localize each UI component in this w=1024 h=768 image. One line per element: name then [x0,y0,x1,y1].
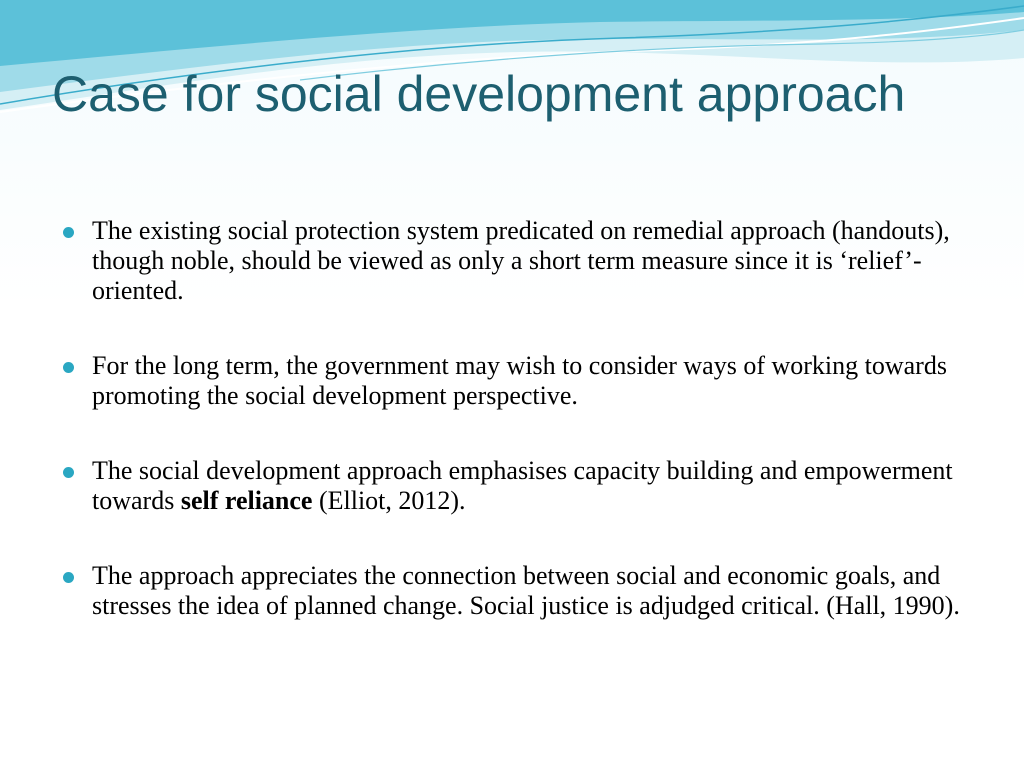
bullet-dot-icon [63,572,74,583]
bullet-dot-icon [63,227,74,238]
bullet-text: The approach appreciates the connection between social and economic goals, and stresses the idea of planned change. Social justice is adjudged critical. (Hall, 1990). [92,561,960,620]
slide-title: Case for social development approach [52,66,906,122]
bullet-item [60,561,970,621]
bullet-item [60,216,970,306]
bullet-text-before: The social development approach emphasises capacity building and empowerment towards [92,456,953,515]
bullet-item [60,351,970,411]
bullet-text: The existing social protection system predicated on remedial approach (handouts), though noble, should be viewed as only a short term measure since it is ‘relief’-oriented. [92,216,950,305]
bullet-text-after: (Elliot, 2012). [312,486,466,515]
bullet-text: For the long term, the government may wish to consider ways of working towards promoting the social development perspective. [92,351,947,410]
bullet-dot-icon [63,362,74,373]
bullet-dot-icon [63,467,74,478]
bullet-text-bold: self reliance [180,486,313,515]
bullet-item [60,456,970,516]
bullet-list [60,216,970,666]
